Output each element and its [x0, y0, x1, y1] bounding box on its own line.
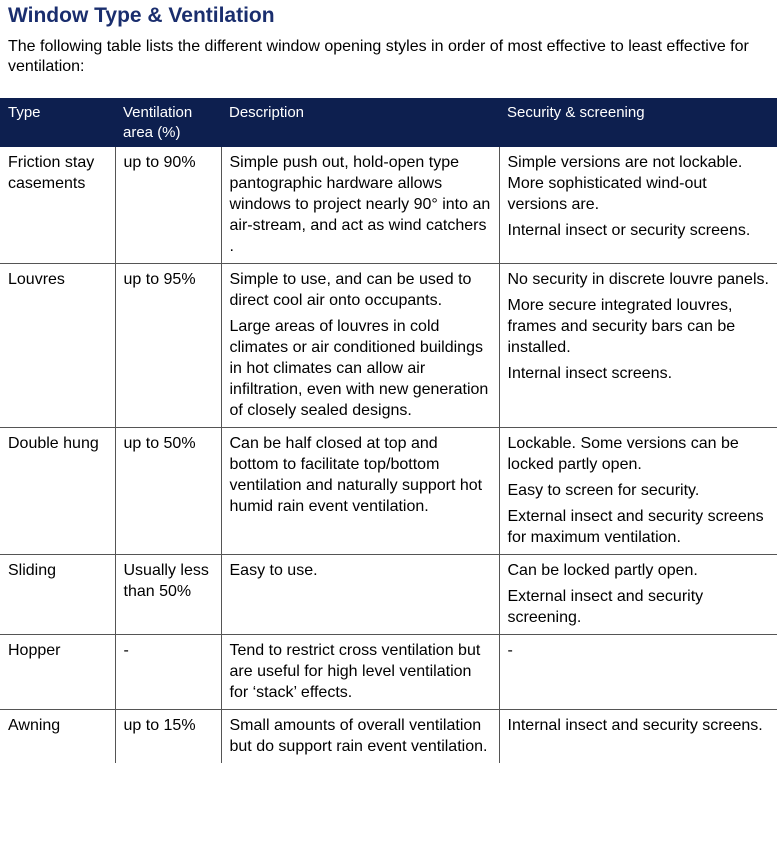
cell-description	[221, 147, 499, 264]
table-row	[0, 710, 777, 764]
page-title: Window Type & Ventilation	[8, 4, 275, 27]
cell-ventilation-area: -	[115, 635, 221, 710]
cell-ventilation-area: up to 90%	[115, 147, 221, 264]
cell-description-paragraph: Large areas of louvres in cold climates or air conditioned buildings in hot climates can allow air infiltration, even with new generation of closely sealed designs.	[229, 318, 489, 419]
cell-security-screening-paragraph: External insect and security screens for maximum ventilation.	[507, 508, 764, 546]
cell-security-screening-paragraph: More secure integrated louvres, frames and security bars can be installed.	[507, 297, 736, 356]
cell-description-paragraph: Tend to restrict cross ventilation but are useful for high level ventilation for ‘stack’ effects.	[229, 642, 481, 701]
cell-type: Double hung	[0, 428, 115, 555]
cell-ventilation-area: Usually less than 50%	[115, 555, 221, 635]
header-description: Description	[221, 98, 499, 147]
cell-ventilation-area: up to 50%	[115, 428, 221, 555]
cell-security-screening	[499, 555, 777, 635]
cell-type: Hopper	[0, 635, 115, 710]
cell-ventilation-area: up to 95%	[115, 264, 221, 428]
table-row	[0, 555, 777, 635]
window-type-table	[0, 98, 777, 763]
table-header	[0, 98, 777, 147]
cell-type: Friction stay casements	[8, 154, 95, 192]
cell-ventilation-area: up to 15%	[115, 710, 221, 764]
header-type: Type	[0, 98, 115, 147]
cell-security-screening-paragraph: No security in discrete louvre panels.	[507, 271, 769, 288]
cell-description-paragraph: Easy to use.	[229, 562, 318, 579]
cell-description	[221, 264, 499, 428]
cell-security-screening	[499, 264, 777, 428]
cell-type: Awning	[0, 710, 115, 764]
table-row	[0, 147, 777, 264]
table-header-row	[0, 98, 777, 147]
cell-description	[221, 555, 499, 635]
cell-security-screening-paragraph: -	[507, 642, 513, 659]
intro-paragraph: The following table lists the different window opening styles in order of most effective to least effective for ventilation:	[8, 38, 749, 75]
cell-security-screening-paragraph: Internal insect and security screens.	[507, 717, 763, 734]
header-ventilation-area: Ventilation area (%)	[115, 98, 221, 147]
header-security-screening: Security & screening	[499, 98, 777, 147]
cell-security-screening	[499, 428, 777, 555]
cell-description	[221, 428, 499, 555]
cell-type: Louvres	[0, 264, 115, 428]
cell-security-screening-paragraph: Internal insect screens.	[507, 365, 673, 382]
cell-description-paragraph: Small amounts of overall ventilation but do support rain event ventilation.	[229, 717, 488, 755]
cell-description-paragraph: Simple push out, hold-open type pantographic hardware allows windows to project nearly 90° into an air-stream, and act as wind catchers .	[229, 154, 491, 255]
cell-description-paragraph: Can be half closed at top and bottom to facilitate top/bottom ventilation and naturally support hot humid rain event ventilation.	[229, 435, 483, 515]
cell-security-screening	[499, 635, 777, 710]
cell-description-paragraph: Simple to use, and can be used to direct cool air onto occupants.	[229, 271, 472, 309]
cell-security-screening-paragraph: Simple versions are not lockable. More sophisticated wind-out versions are.	[507, 154, 743, 213]
table-row	[0, 635, 777, 710]
cell-security-screening-paragraph: External insect and security screening.	[507, 588, 704, 626]
table-row	[0, 264, 777, 428]
cell-security-screening	[499, 147, 777, 264]
cell-security-screening-paragraph: Can be locked partly open.	[507, 562, 698, 579]
cell-security-screening-paragraph: Easy to screen for security.	[507, 482, 700, 499]
cell-description	[221, 635, 499, 710]
cell-security-screening-paragraph: Internal insect or security screens.	[507, 222, 751, 239]
table-body	[0, 147, 777, 763]
cell-security-screening-paragraph: Lockable. Some versions can be locked partly open.	[507, 435, 739, 473]
cell-description	[221, 710, 499, 764]
cell-type: Sliding	[0, 555, 115, 635]
cell-security-screening	[499, 710, 777, 764]
table-row	[0, 428, 777, 555]
